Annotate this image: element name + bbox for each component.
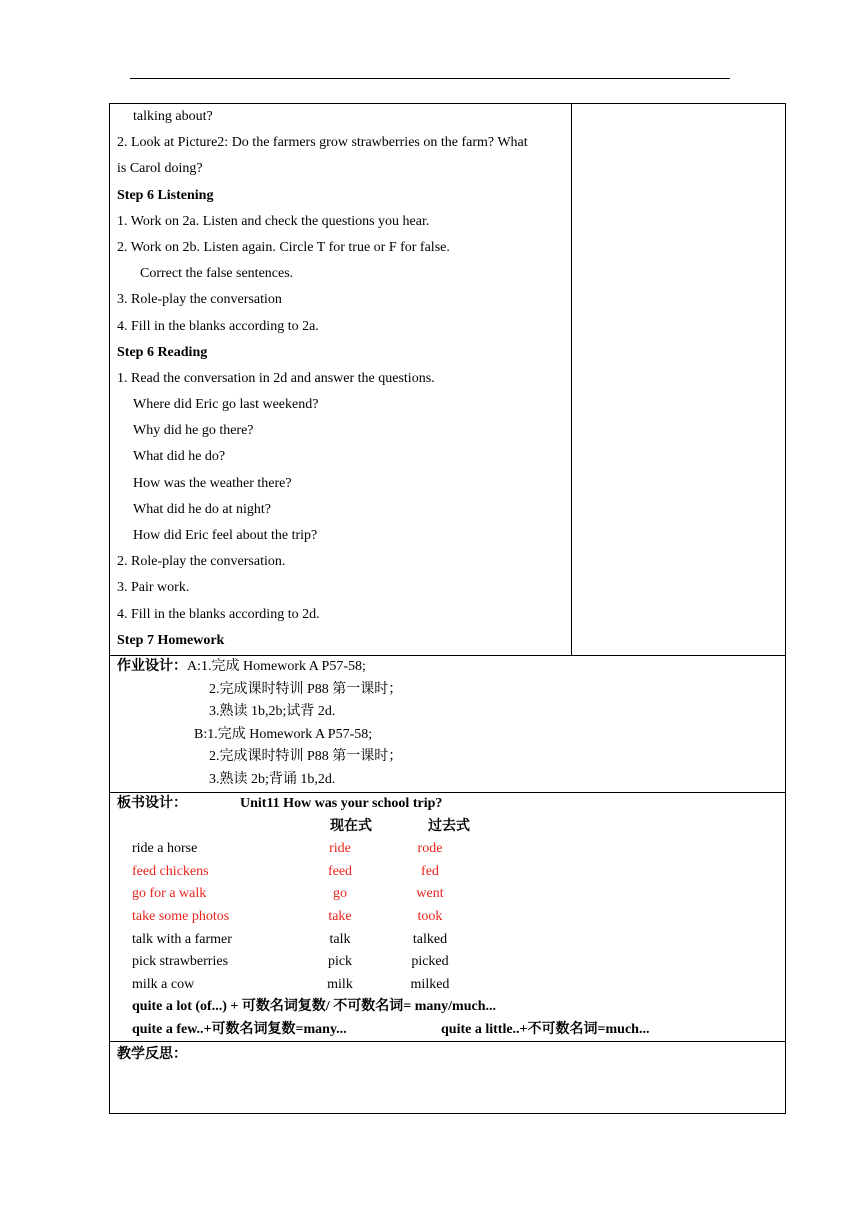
board-present-verb: pick — [327, 954, 353, 970]
board-note-2b: quite a little..+不可数名词=much... — [441, 1022, 650, 1037]
step-heading: Step 7 Homework — [117, 632, 225, 648]
step-line: 1. Read the conversation in 2d and answer the questions. — [117, 370, 435, 386]
board-col-present: 现在式 — [330, 818, 372, 834]
step-heading: Step 6 Reading — [117, 344, 208, 360]
step-line: What did he do at night? — [133, 501, 272, 517]
board-col-past: 过去式 — [428, 818, 470, 834]
board-row — [110, 906, 785, 929]
step-line: How did Eric feel about the trip? — [133, 528, 318, 543]
board-row — [110, 838, 785, 861]
homework-a2: 2.完成课时特训 P88 第一课时； — [209, 681, 403, 697]
homework-b2: 2.完成课时特训 P88 第一课时； — [209, 749, 403, 765]
step-line: 3. Role-play the conversation — [117, 292, 282, 308]
step-line: 2. Role-play the conversation. — [117, 554, 286, 570]
board-past-verb: talked — [412, 931, 448, 947]
homework-a1: 1.完成 Homework A P57-58; — [201, 659, 366, 674]
homework-b-prefix: B: — [194, 726, 208, 742]
board-note-1: quite a lot (of...) + 可数名词复数/ 不可数名词= many/much... — [132, 999, 497, 1015]
board-note-2a: quite a few..+可数名词复数=many... — [132, 1022, 347, 1037]
step-line: 4. Fill in the blanks according to 2a. — [117, 318, 319, 334]
step-line: 3. Pair work. — [117, 580, 190, 596]
homework-a3: 3.熟读 1b,2b;试背 2d. — [209, 704, 336, 720]
board-label: 板书设计： — [117, 796, 187, 811]
homework-line-a1 — [117, 656, 777, 679]
step-line: 2. Work on 2b. Listen again. Circle T for true or F for false. — [117, 239, 450, 255]
board-row — [110, 929, 785, 952]
board-phrase: ride a horse — [132, 841, 198, 857]
homework-label: 作业设计： — [117, 659, 187, 674]
step-line: Why did he go there? — [133, 423, 254, 439]
step-heading: Step 6 Listening — [117, 187, 214, 203]
homework-row — [110, 656, 785, 793]
board-present-verb: talk — [329, 931, 351, 947]
step-line: is Carol doing? — [117, 161, 203, 177]
homework-line-b1 — [117, 724, 777, 747]
board-design-row — [110, 793, 785, 1042]
page-header-rule — [130, 78, 730, 79]
homework-cell — [117, 656, 777, 792]
notes-cell — [571, 104, 572, 655]
homework-b1: 1.完成 Homework A P57-58; — [207, 726, 373, 742]
board-title: Unit11 How was your school trip? — [240, 796, 443, 811]
step-line: talking about? — [133, 109, 213, 124]
step-line: Correct the false sentences. — [140, 266, 294, 282]
board-row — [110, 951, 785, 974]
teaching-steps-cell — [110, 104, 570, 654]
board-phrase: go for a walk — [132, 886, 207, 902]
reflection-label: 教学反思： — [117, 1047, 187, 1062]
board-past-verb: took — [417, 909, 443, 924]
board-past-verb: picked — [411, 954, 449, 970]
step-line: 1. Work on 2a. Listen and check the questions you hear. — [117, 213, 430, 229]
board-present-verb: feed — [327, 863, 353, 879]
board-phrase: talk with a farmer — [132, 931, 232, 947]
board-past-verb: milked — [410, 976, 450, 992]
teaching-steps-row — [110, 104, 785, 656]
step-line: 2. Look at Picture2: Do the farmers grow strawberries on the farm? What — [117, 135, 528, 151]
step-line: 4. Fill in the blanks according to 2d. — [117, 606, 320, 622]
board-past-verb: went — [416, 886, 444, 902]
lesson-plan-table — [109, 103, 786, 1114]
homework-a-prefix: A: — [187, 659, 201, 674]
reflection-row — [110, 1042, 785, 1113]
board-present-verb: milk — [327, 976, 353, 992]
board-row — [110, 861, 785, 884]
board-phrase: milk a cow — [132, 976, 195, 992]
homework-b3: 3.熟读 2b;背诵 1b,2d. — [209, 771, 336, 787]
board-phrase: take some photos — [132, 909, 230, 924]
step-line: What did he do? — [133, 449, 226, 465]
board-present-verb: go — [333, 886, 347, 902]
board-row — [110, 974, 785, 997]
board-row — [110, 883, 785, 906]
board-phrase: feed chickens — [132, 863, 209, 879]
board-present-verb: ride — [329, 841, 351, 857]
board-past-verb: fed — [421, 863, 439, 879]
board-past-verb: rode — [417, 841, 443, 857]
step-line: Where did Eric go last weekend? — [133, 397, 319, 413]
board-present-verb: take — [328, 909, 352, 924]
step-line: How was the weather there? — [133, 475, 292, 491]
board-phrase: pick strawberries — [132, 954, 229, 970]
